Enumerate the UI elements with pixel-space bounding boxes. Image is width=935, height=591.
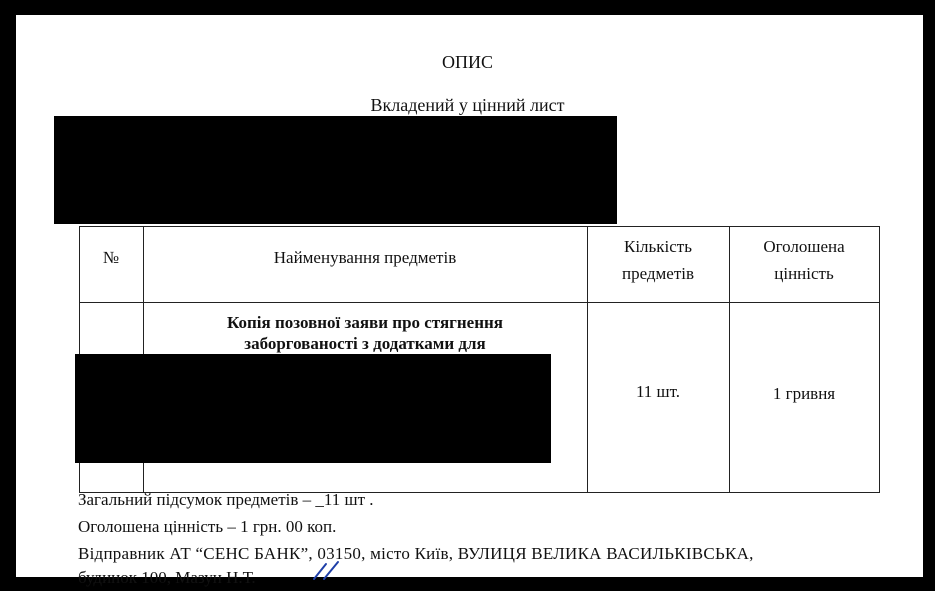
document-title: ОПИС <box>441 52 493 72</box>
header-num: № <box>102 248 120 267</box>
document-subtitle: Вкладений у цінний лист <box>370 95 565 115</box>
redaction-block-top <box>54 116 617 224</box>
row-value: 1 гривня <box>772 384 836 403</box>
signature-mark <box>312 560 352 580</box>
footer-declared-value: Оголошена цінність – 1 грн. 00 коп. <box>78 517 337 536</box>
footer-sender-partial: будинок 100, Мазун Н.Т. <box>78 568 256 587</box>
header-name: Найменування предметів <box>273 248 457 267</box>
table-border-top <box>79 226 880 227</box>
row-name-line2: заборгованості з додатками для <box>244 334 486 353</box>
header-value-line1: Оголошена <box>763 237 845 256</box>
row-name-line1: Копія позовної заяви про стягнення <box>227 313 503 332</box>
row-qty: 11 шт. <box>635 382 681 401</box>
document-page <box>16 15 923 587</box>
footer-total-items: Загальний підсумок предметів – _11 шт . <box>78 490 374 509</box>
table-border-header-bottom <box>79 302 880 303</box>
header-qty-line1: Кількість <box>623 237 692 256</box>
header-value-line2: цінність <box>774 264 834 283</box>
table-border-right <box>879 226 880 493</box>
footer-sender: Відправник АТ “СЕНС БАНК”, 03150, місто Київ, ВУЛИЦЯ ВЕЛИКА ВАСИЛЬКІВСЬКА, <box>78 544 754 563</box>
redaction-block-table <box>75 354 551 463</box>
header-qty-line2: предметів <box>621 264 695 283</box>
